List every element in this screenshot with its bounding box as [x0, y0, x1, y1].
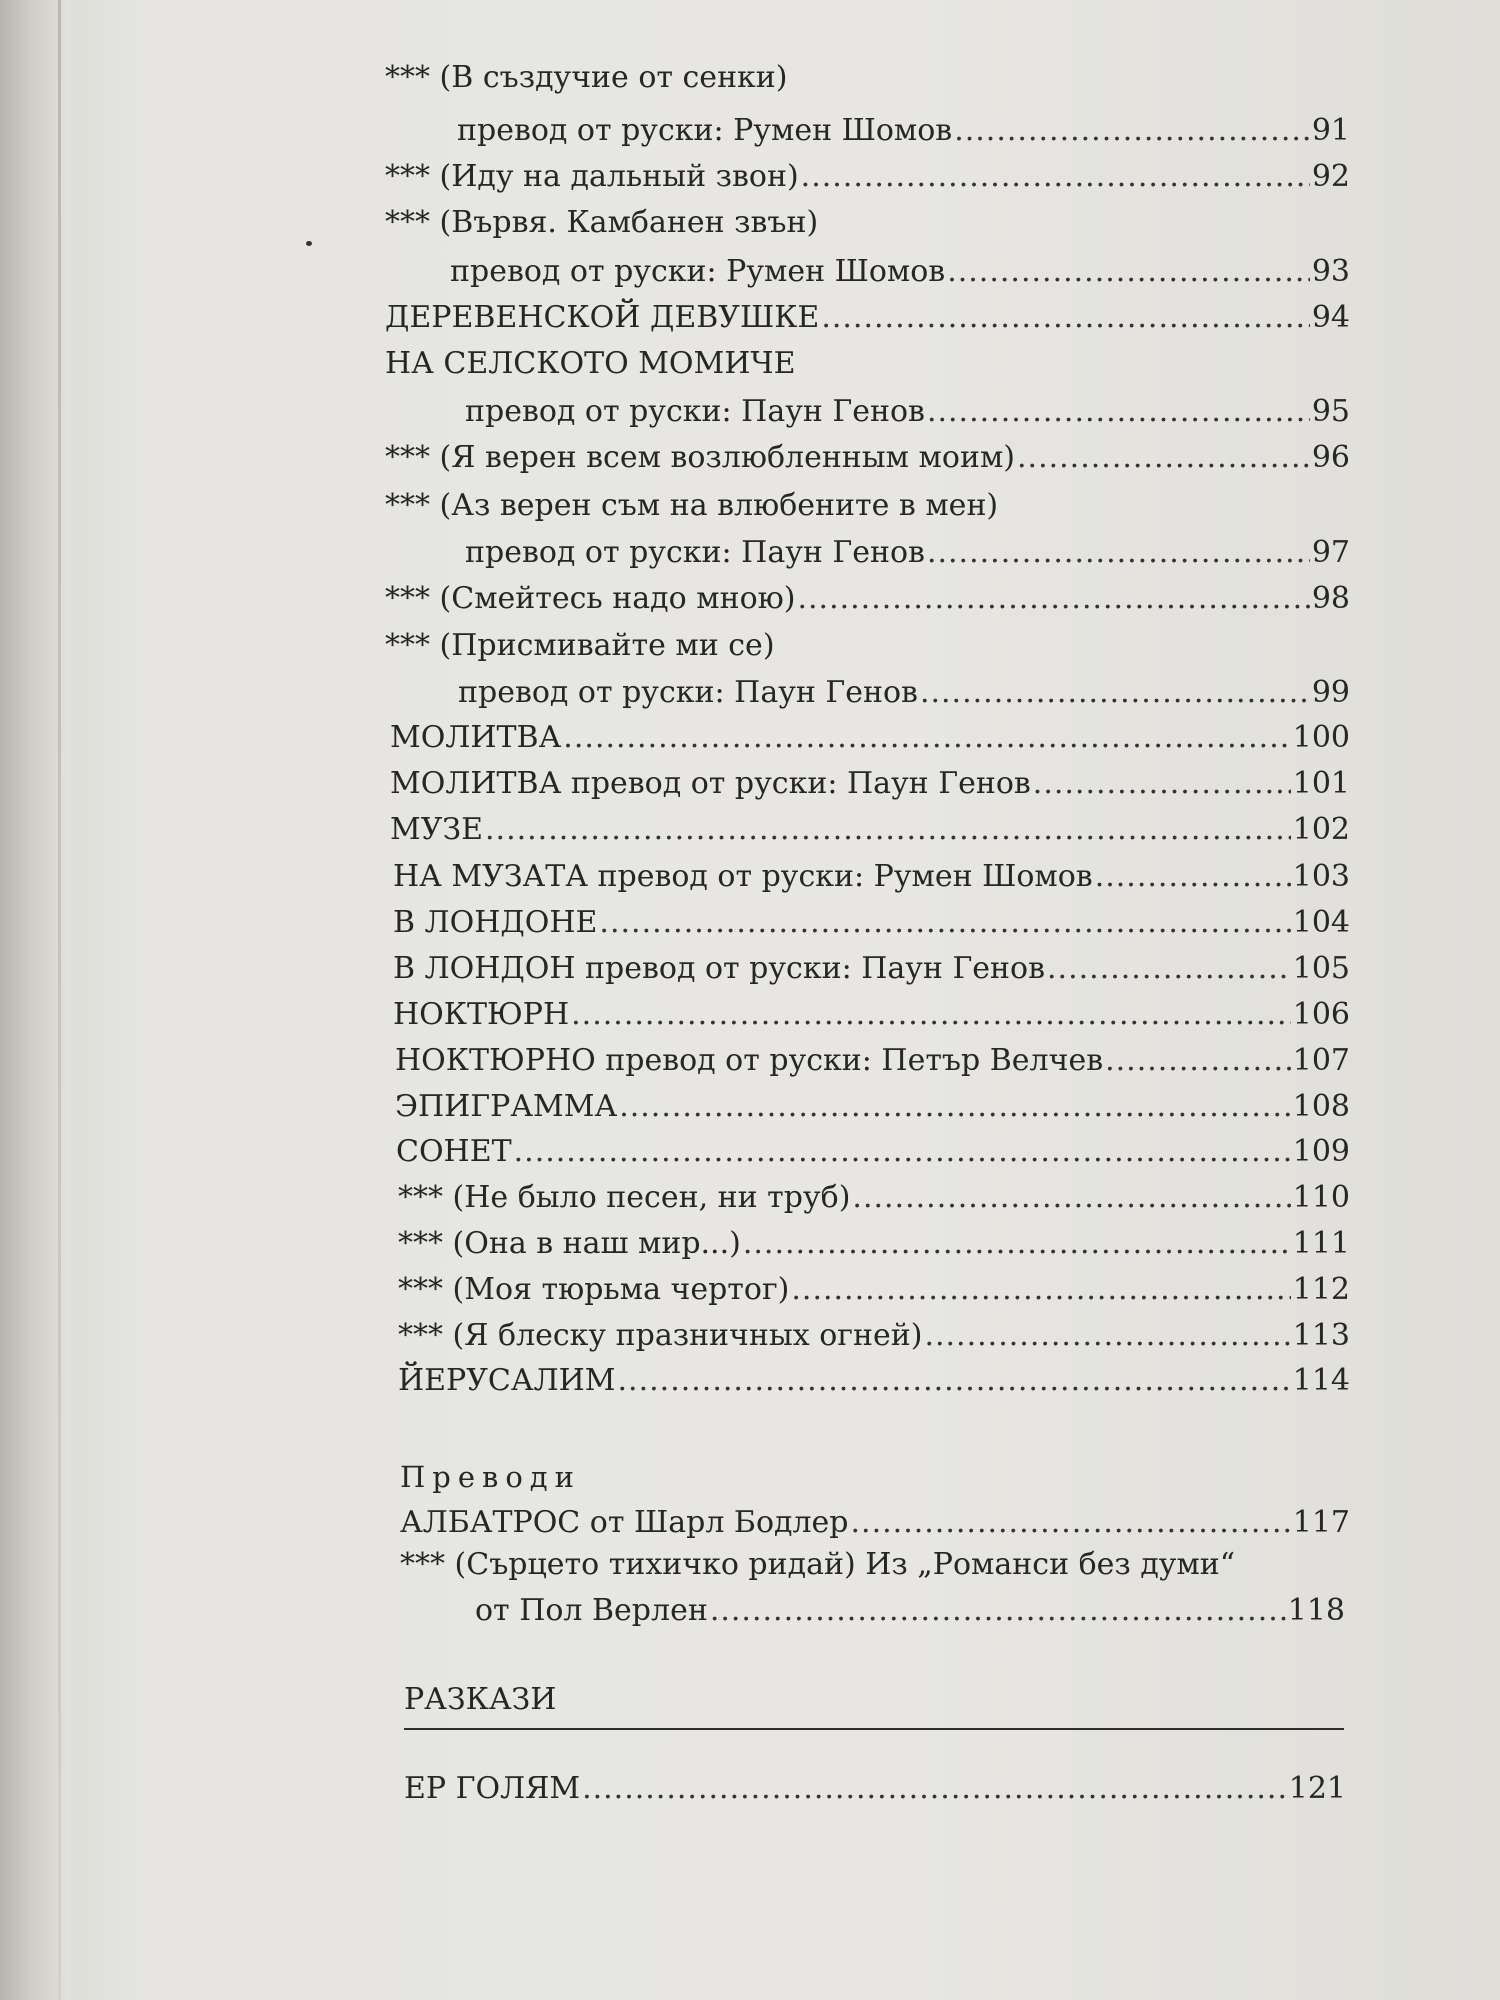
dot-leader	[1047, 949, 1291, 989]
toc-entry-page: 105	[1292, 951, 1350, 986]
dot-leader	[1105, 1041, 1291, 1081]
toc-entry-title: *** (Я блеску празничных огней)	[398, 1318, 923, 1353]
toc-entry	[385, 486, 998, 526]
section-heading-stories	[404, 1680, 556, 1720]
toc-entry	[398, 1316, 1350, 1356]
toc-entry	[390, 718, 1350, 758]
toc-entry	[465, 533, 1350, 573]
toc-entry-title: АЛБАТРОС от Шарл Бодлер	[400, 1505, 849, 1540]
toc-entry-page: 121	[1288, 1771, 1346, 1806]
section-heading: Преводи	[400, 1460, 581, 1494]
toc-entry-page: 92	[1311, 159, 1350, 194]
toc-entry-title: *** (Иду на дальный звон)	[385, 159, 799, 194]
toc-entry-page: 102	[1292, 812, 1350, 847]
toc-entry	[393, 949, 1350, 989]
toc-entry-title: *** (Сърцето тихичко ридай) Из „Романси без думи“	[400, 1547, 1236, 1582]
toc-entry-title: от Пол Верлен	[475, 1593, 708, 1628]
toc-entry-title: НОКТЮРНО превод от руски: Петър Велчев	[395, 1043, 1104, 1078]
dot-leader	[954, 111, 1310, 151]
dot-leader	[851, 1503, 1291, 1543]
toc-entry	[450, 252, 1350, 292]
toc-entry	[400, 1545, 1235, 1585]
toc-entry-page: 108	[1292, 1089, 1350, 1124]
toc-entry	[475, 1591, 1345, 1631]
toc-entry-title: *** (Присмивайте ми се)	[385, 628, 775, 663]
toc-entry-title: *** (Смейтесь надо мною)	[385, 581, 796, 616]
toc-entry-page: 118	[1287, 1593, 1345, 1628]
section-heading: РАЗКАЗИ	[404, 1682, 557, 1717]
toc-entry-title: НОКТЮРН	[393, 997, 570, 1032]
dot-leader	[710, 1591, 1286, 1631]
toc-entry	[385, 626, 775, 666]
dot-leader	[920, 673, 1310, 713]
toc-entry-page: 98	[1311, 581, 1350, 616]
dot-leader	[791, 1270, 1290, 1310]
toc-entry	[390, 810, 1350, 850]
toc-entry	[385, 298, 1350, 338]
dot-leader	[599, 903, 1290, 943]
toc-entry-page: 95	[1311, 394, 1350, 429]
toc-entry	[385, 344, 796, 384]
toc-entry	[457, 111, 1350, 151]
toc-entry-title: В ЛОНДОНЕ	[393, 905, 598, 940]
toc-entry	[465, 392, 1350, 432]
toc-entry-page: 99	[1311, 675, 1350, 710]
toc-entry-page: 109	[1292, 1134, 1350, 1169]
section-divider	[404, 1728, 1344, 1730]
toc-entry	[398, 1224, 1350, 1264]
toc-entry	[385, 438, 1350, 478]
toc-entry-page: 106	[1292, 997, 1350, 1032]
toc-entry-title: *** (В създучие от сенки)	[385, 60, 788, 95]
toc-entry-title: *** (Моя тюрьма чертог)	[398, 1272, 790, 1307]
toc-entry	[393, 995, 1350, 1035]
toc-entry	[398, 1178, 1350, 1218]
dot-leader	[821, 298, 1310, 338]
toc-entry-page: 96	[1311, 440, 1350, 475]
toc-entry-title: превод от руски: Паун Генов	[465, 394, 925, 429]
toc-entry	[385, 579, 1350, 619]
section-heading-translations	[400, 1457, 581, 1497]
dot-leader	[1095, 857, 1291, 897]
toc-entry	[398, 1270, 1350, 1310]
toc-entry	[398, 1361, 1350, 1401]
toc-entry-page: 100	[1292, 720, 1350, 755]
dot-leader	[485, 810, 1291, 850]
toc-entry-title: МОЛИТВА превод от руски: Паун Генов	[390, 766, 1031, 801]
dot-leader	[852, 1178, 1290, 1218]
toc-entry-title: превод от руски: Паун Генов	[458, 675, 918, 710]
toc-entry-page: 113	[1292, 1318, 1350, 1353]
toc-entry-title: МУЗЕ	[390, 812, 483, 847]
dot-leader	[582, 1769, 1287, 1809]
toc-entry-page: 101	[1292, 766, 1350, 801]
dot-leader	[947, 252, 1310, 292]
dot-leader	[563, 718, 1290, 758]
toc-entry-title: *** (Вървя. Камбанен звън)	[385, 205, 819, 240]
toc-entry-title: ДЕРЕВЕНСКОЙ ДЕВУШКЕ	[385, 300, 820, 335]
toc-entry-page: 91	[1311, 113, 1350, 148]
toc-entry-page: 103	[1292, 859, 1350, 894]
dot-leader	[1033, 764, 1291, 804]
toc-entry	[395, 1041, 1350, 1081]
toc-entry-title: ЙЕРУСАЛИМ	[398, 1363, 616, 1398]
toc-entry	[458, 673, 1350, 713]
toc-entry	[400, 1503, 1350, 1543]
toc-entry-title: *** (Аз верен съм на влюбените в мен)	[385, 488, 999, 523]
dot-leader	[801, 157, 1310, 197]
toc-entry-title: ЕР ГОЛЯМ	[404, 1771, 581, 1806]
toc-entry-page: 107	[1292, 1043, 1350, 1078]
toc-entry	[393, 857, 1350, 897]
toc-entry-title: МОЛИТВА	[390, 720, 562, 755]
toc-entry-page: 93	[1311, 254, 1350, 289]
toc-entry-title: *** (Не было песен, ни труб)	[398, 1180, 851, 1215]
toc-entry-title: ЭПИГРАММА	[395, 1089, 618, 1124]
toc-entry	[393, 903, 1350, 943]
toc-entry-page: 110	[1292, 1180, 1350, 1215]
toc-entry-page: 111	[1292, 1226, 1350, 1261]
dot-leader	[797, 579, 1309, 619]
toc-entry-title: В ЛОНДОН превод от руски: Паун Генов	[393, 951, 1046, 986]
dot-leader	[618, 1361, 1291, 1401]
toc-entry	[404, 1769, 1346, 1809]
dot-leader	[927, 392, 1310, 432]
toc-entry-title: НА МУЗАТА превод от руски: Румен Шомов	[393, 859, 1093, 894]
toc-entry-title: *** (Она в наш мир...)	[398, 1226, 741, 1261]
toc-entry-page: 117	[1292, 1505, 1350, 1540]
dot-leader	[924, 1316, 1290, 1356]
toc-entry-title: СОНЕТ	[396, 1134, 512, 1169]
dot-leader	[927, 533, 1310, 573]
toc-entry-page: 104	[1292, 905, 1350, 940]
toc-entry-title: *** (Я верен всем возлюбленным моим)	[385, 440, 1015, 475]
dot-leader	[571, 995, 1291, 1035]
toc-entry-title: превод от руски: Румен Шомов	[450, 254, 946, 289]
toc-entry-page: 112	[1292, 1272, 1350, 1307]
toc-entry-title: превод от руски: Румен Шомов	[457, 113, 953, 148]
dot-leader	[619, 1087, 1291, 1127]
toc-entry-page: 97	[1311, 535, 1350, 570]
toc-entry-title: превод от руски: Паун Генов	[465, 535, 925, 570]
toc-entry	[396, 1132, 1350, 1172]
dot-leader	[1017, 438, 1310, 478]
toc-entry-page: 114	[1292, 1363, 1350, 1398]
toc-entry-title: НА СЕЛСКОТО МОМИЧЕ	[385, 346, 796, 381]
toc-entry	[390, 764, 1350, 804]
toc-entry	[385, 157, 1350, 197]
dot-leader	[743, 1224, 1291, 1264]
toc-entry	[395, 1087, 1350, 1127]
toc-entry	[385, 58, 788, 98]
dot-leader	[514, 1132, 1291, 1172]
toc-entry-page: 94	[1311, 300, 1350, 335]
toc-entry	[385, 203, 818, 243]
